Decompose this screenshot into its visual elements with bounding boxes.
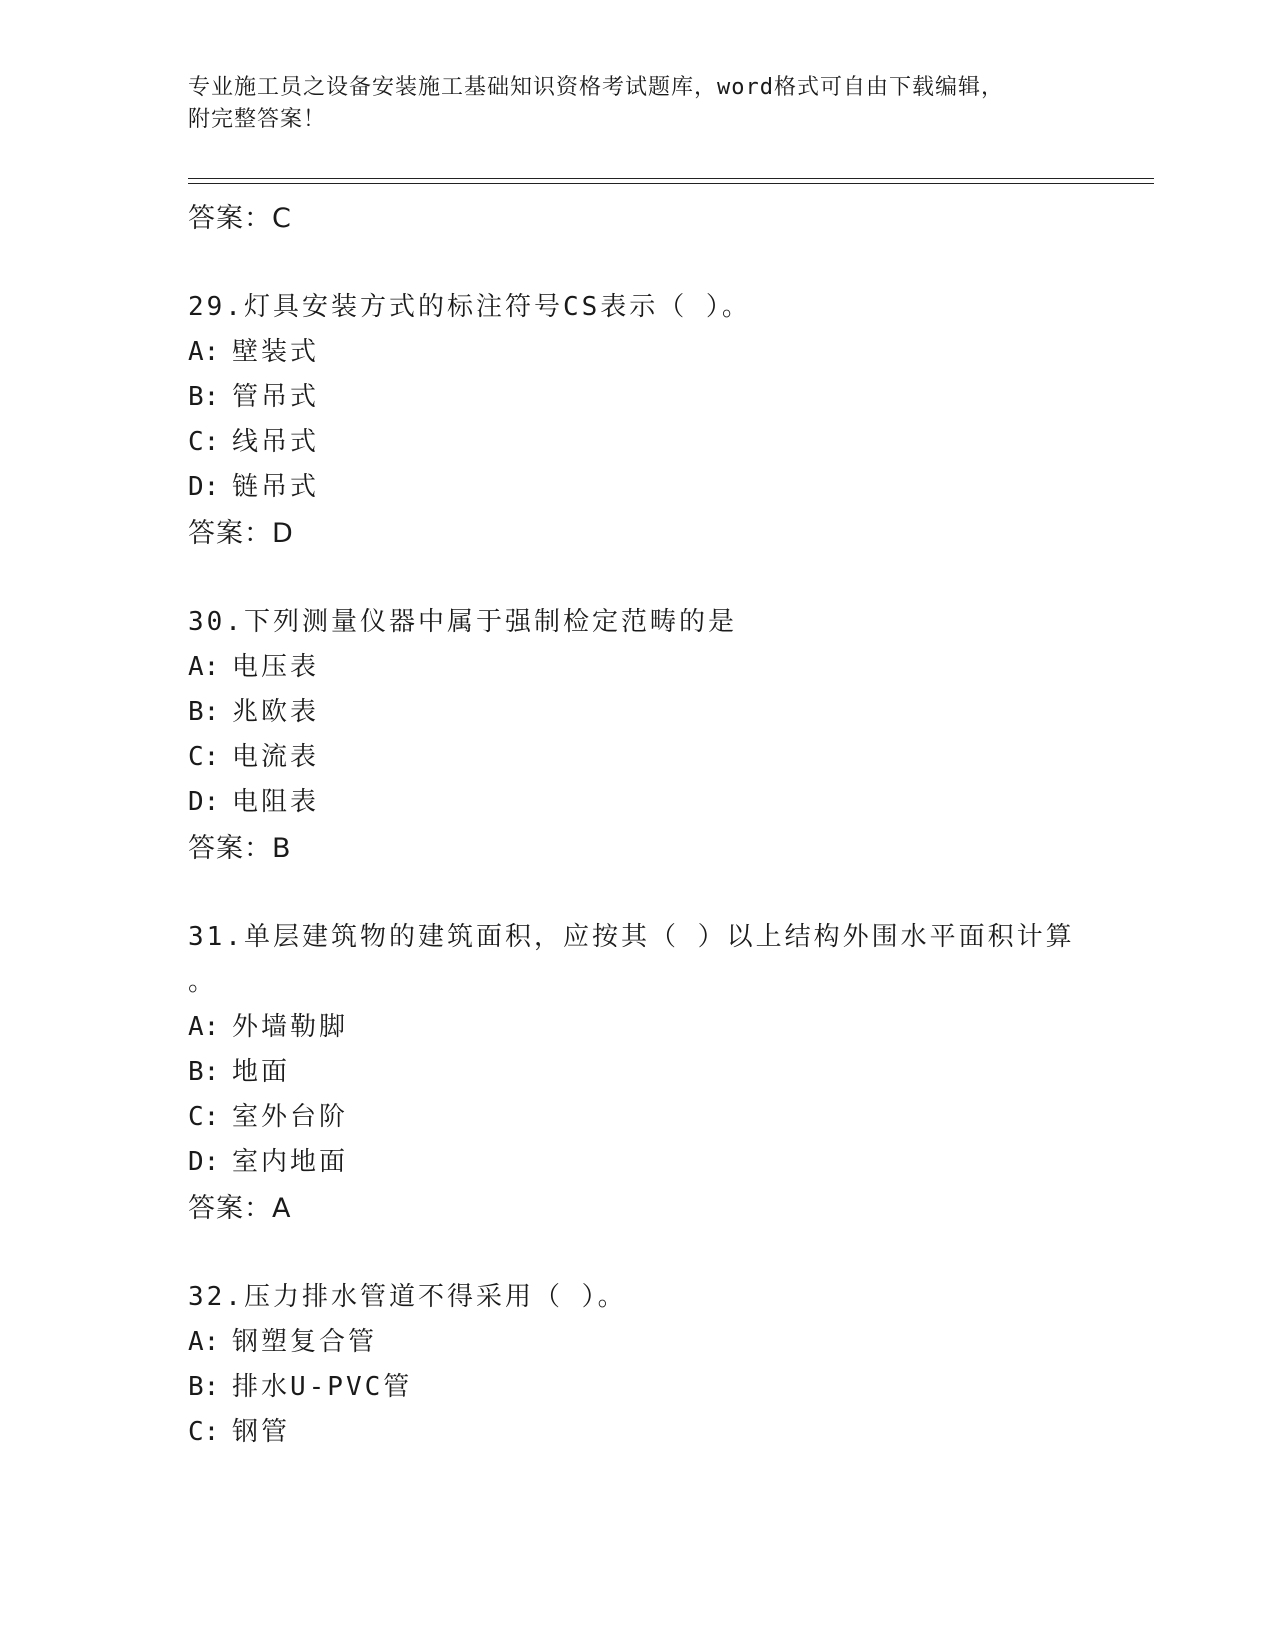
option-label: A:: [188, 1327, 220, 1357]
question-32-option-b: [188, 1366, 412, 1403]
option-text: 电阻表: [232, 787, 320, 817]
question-31-option-a: [188, 1006, 348, 1043]
option-text: 壁装式: [232, 337, 320, 367]
question-31-option-c: [188, 1096, 348, 1133]
question-29-stem: 29.灯具安装方式的标注符号CS表示（ ）。: [188, 292, 751, 322]
question-31-answer: 答案：A: [188, 1193, 292, 1224]
question-29-option-c: [188, 421, 319, 458]
document-header: [188, 72, 1088, 136]
option-text: 电流表: [232, 742, 320, 772]
question-31-stem: 31.单层建筑物的建筑面积，应按其（ ）以上结构外围水平面积计算: [188, 922, 1075, 952]
question-29-option-a: [188, 331, 319, 368]
header-rule-top: [188, 178, 1154, 179]
question-29-answer: 答案：D: [188, 518, 294, 549]
question-31-stem-continuation: 。: [188, 967, 218, 997]
option-label: D:: [188, 472, 220, 502]
question-30-answer: 答案：B: [188, 833, 292, 864]
option-label: C:: [188, 427, 220, 457]
option-text: 排水U-PVC管: [232, 1372, 413, 1402]
question-31-option-b: [188, 1051, 290, 1088]
option-label: C:: [188, 1102, 220, 1132]
option-label: A:: [188, 1012, 220, 1042]
question-30-option-c: [188, 736, 319, 773]
question-30-option-b: [188, 691, 319, 728]
option-label: A:: [188, 337, 220, 367]
previous-answer: 答案：C: [188, 203, 292, 234]
header-rule-bottom: [188, 183, 1154, 184]
option-label: D:: [188, 787, 220, 817]
option-text: 钢塑复合管: [232, 1327, 378, 1357]
question-32-option-c: [188, 1411, 290, 1448]
question-29-option-b: [188, 376, 319, 413]
option-label: B:: [188, 1057, 220, 1087]
header-line-2: 附完整答案！: [188, 107, 327, 132]
option-text: 兆欧表: [232, 697, 320, 727]
option-label: B:: [188, 697, 220, 727]
option-text: 地面: [232, 1057, 291, 1087]
option-text: 室外台阶: [232, 1102, 349, 1132]
question-32-option-a: [188, 1321, 377, 1358]
question-32-stem: 32.压力排水管道不得采用（ ）。: [188, 1282, 627, 1312]
question-30-option-d: [188, 781, 319, 818]
option-label: A:: [188, 652, 220, 682]
header-line-1: 专业施工员之设备安装施工基础知识资格考试题库，word格式可自由下载编辑，: [188, 75, 1004, 100]
question-30-stem: 30.下列测量仪器中属于强制检定范畴的是: [188, 607, 737, 637]
option-text: 管吊式: [232, 382, 320, 412]
option-text: 电压表: [232, 652, 320, 682]
question-31-option-d: [188, 1141, 348, 1178]
option-text: 线吊式: [232, 427, 320, 457]
option-label: C:: [188, 742, 220, 772]
option-text: 链吊式: [232, 472, 320, 502]
option-label: C:: [188, 1417, 220, 1447]
option-label: B:: [188, 1372, 220, 1402]
option-label: D:: [188, 1147, 220, 1177]
option-text: 室内地面: [232, 1147, 349, 1177]
option-text: 钢管: [232, 1417, 291, 1447]
question-30-option-a: [188, 646, 319, 683]
option-label: B:: [188, 382, 220, 412]
question-29-option-d: [188, 466, 319, 503]
option-text: 外墙勒脚: [232, 1012, 349, 1042]
